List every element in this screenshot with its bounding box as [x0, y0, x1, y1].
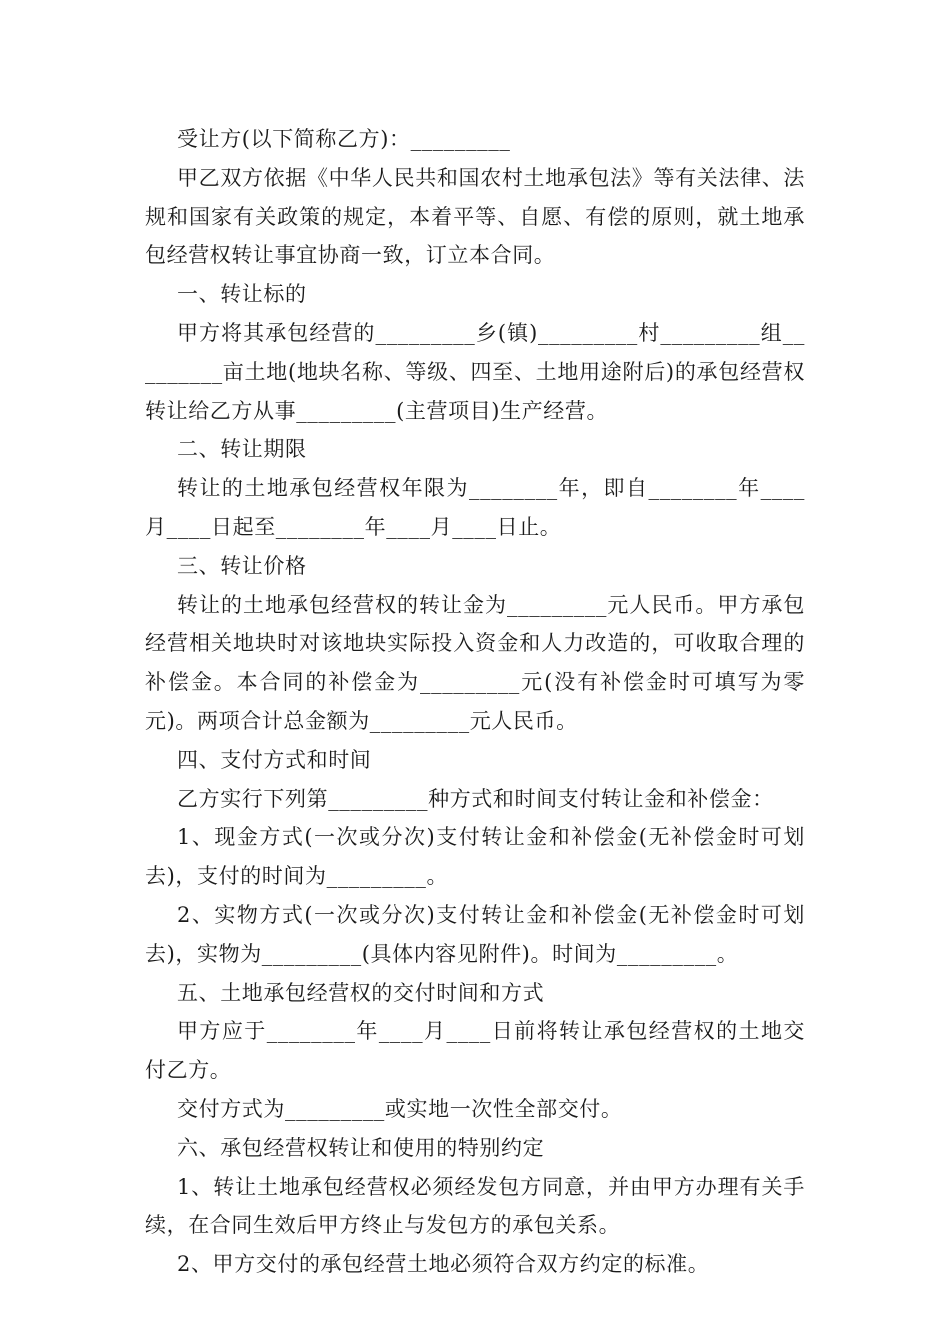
transfer-term-paragraph: 转让的土地承包经营权年限为________年，即自________年____月____日起至________年____月____日止。	[145, 476, 805, 539]
section-heading-transfer-object: 一、转让标的	[177, 282, 307, 307]
transfer-object-paragraph: 甲方将其承包经营的_________乡(镇)_________村_________组_________亩土地(地块名称、等级、四至、土地用途附后)的承包经营权转让给乙方从事_________(主营项目)生产经营。	[145, 320, 805, 423]
transferee-line: 受让方(以下简称乙方)：_________	[177, 127, 511, 151]
section-heading-transfer-price: 三、转让价格	[177, 553, 307, 578]
section-heading-special-terms: 六、承包经营权转让和使用的特别约定	[177, 1135, 545, 1160]
preamble-paragraph: 甲乙双方依据《中华人民共和国农村土地承包法》等有关法律、法规和国家有关政策的规定，本着平等、自愿、有偿的原则，就土地承包经营权转让事宜协商一致，订立本合同。	[145, 165, 805, 268]
payment-cash-item: 1、现金方式(一次或分次)支付转让金和补偿金(无补偿金时可划去)，支付的时间为_________。	[145, 825, 805, 889]
transfer-price-paragraph: 转让的土地承包经营权的转让金为_________元人民币。甲方承包经营相关地块时对该地块实际投入资金和人力改造的，可收取合理的补偿金。本合同的补偿金为_________元(没有补偿金时可填写为零元)。两项合计总金额为_________元人民币。	[145, 592, 805, 733]
delivery-date-paragraph: 甲方应于________年____月____日前将转让承包经营权的土地交付乙方。	[145, 1019, 805, 1083]
payment-in-kind-item: 2、实物方式(一次或分次)支付转让金和补偿金(无补偿金时可划去)，实物为_________(具体内容见附件)。时间为_________。	[145, 902, 805, 966]
document-body	[145, 120, 805, 1284]
special-term-item-2: 2、甲方交付的承包经营土地必须符合双方约定的标准。	[177, 1252, 710, 1277]
payment-intro-paragraph: 乙方实行下列第_________种方式和时间支付转让金和补偿金：	[177, 786, 774, 811]
section-heading-payment: 四、支付方式和时间	[177, 747, 372, 772]
section-heading-delivery: 五、土地承包经营权的交付时间和方式	[177, 980, 545, 1005]
section-heading-transfer-term: 二、转让期限	[177, 437, 307, 462]
special-term-item-1: 1、转让土地承包经营权必须经发包方同意，并由甲方办理有关手续，在合同生效后甲方终止与发包方的承包关系。	[145, 1174, 805, 1238]
delivery-method-paragraph: 交付方式为_________或实地一次性全部交付。	[177, 1096, 623, 1121]
